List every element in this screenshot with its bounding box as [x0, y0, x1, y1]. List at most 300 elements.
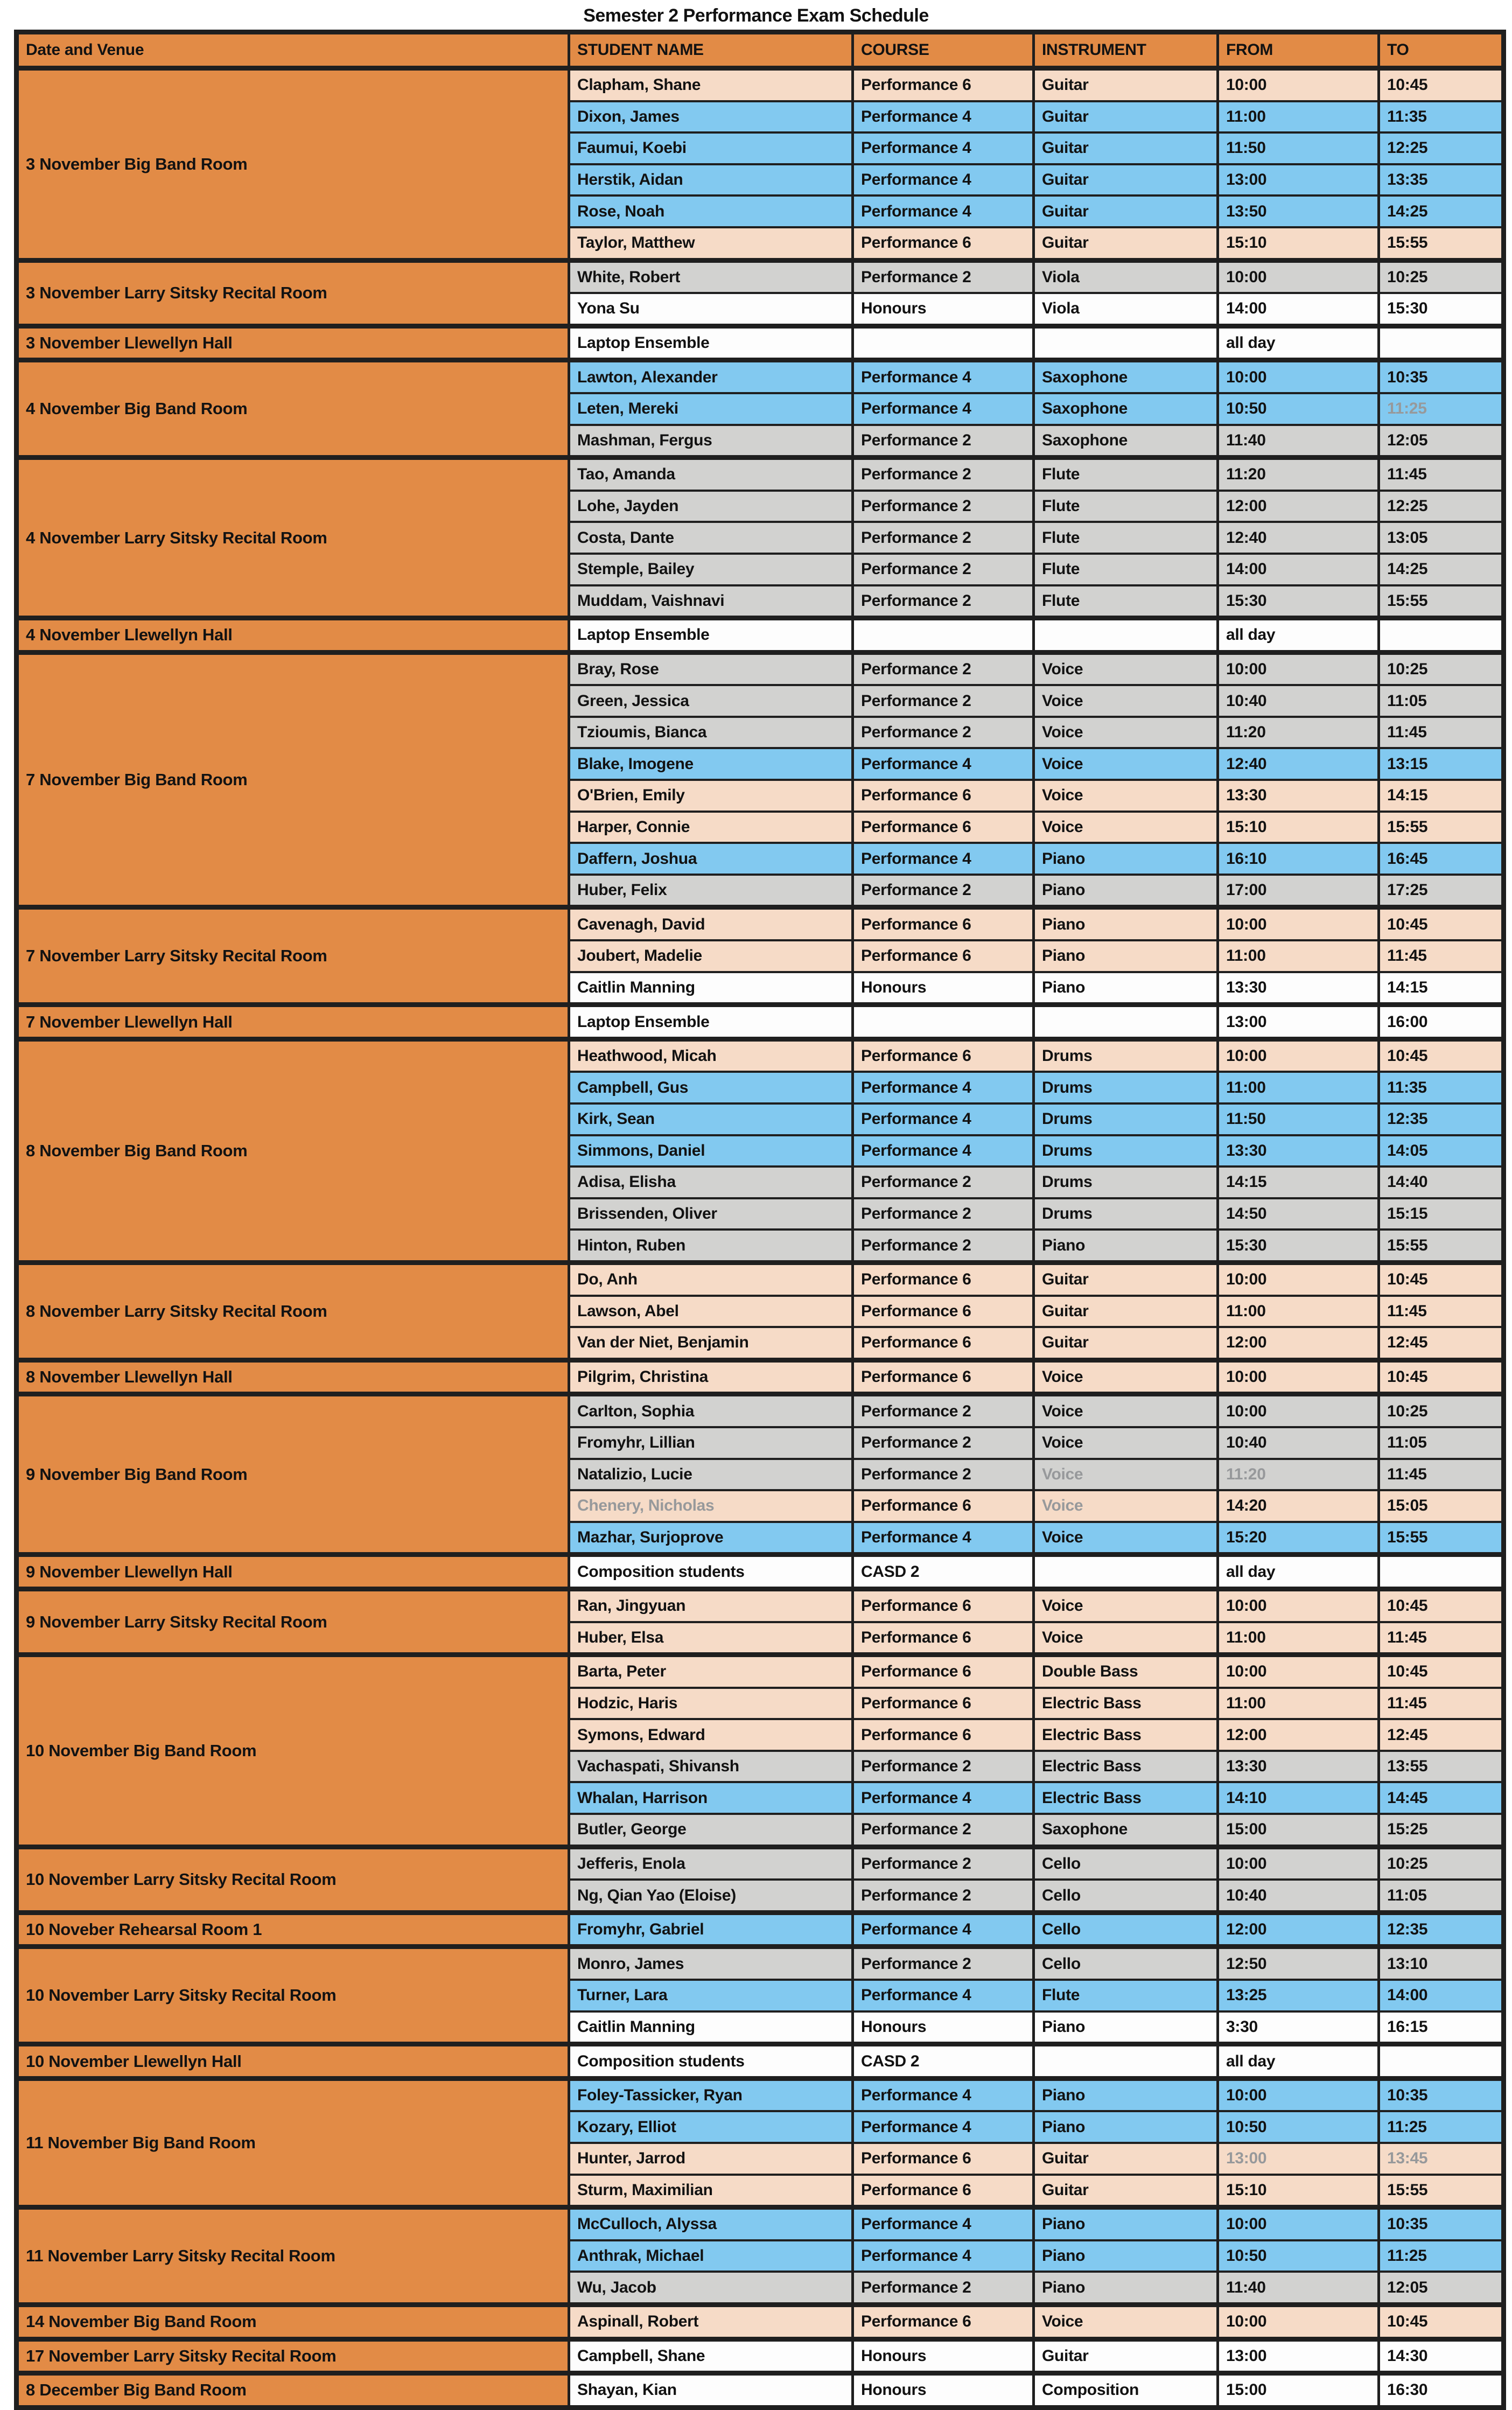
cell-to: 16:30 [1379, 2373, 1504, 2408]
cell-instrument: Piano [1034, 2011, 1218, 2044]
cell-instrument: Voice [1034, 652, 1218, 685]
cell-name: Mazhar, Surjoprove [569, 1522, 853, 1555]
cell-course: Performance 6 [853, 1688, 1034, 1720]
cell-to: 12:05 [1379, 425, 1504, 458]
cell-from: 11:40 [1218, 2272, 1379, 2304]
cell-course: Performance 2 [853, 1459, 1034, 1491]
cell-to: 15:55 [1379, 585, 1504, 618]
cell-name: Huber, Felix [569, 875, 853, 907]
cell-from: 10:50 [1218, 2240, 1379, 2272]
cell-to: 11:35 [1379, 1072, 1504, 1103]
cell-to: 12:25 [1379, 132, 1504, 164]
venue-cell: 3 November Larry Sitsky Recital Room [17, 260, 569, 326]
venue-cell: 11 November Big Band Room [17, 2078, 569, 2207]
cell-to: 14:40 [1379, 1166, 1504, 1198]
cell-from: 13:30 [1218, 1135, 1379, 1167]
cell-instrument: Saxophone [1034, 393, 1218, 425]
cell-name: Laptop Ensemble [569, 618, 853, 653]
cell-from: 12:40 [1218, 748, 1379, 780]
cell-to: 10:25 [1379, 1847, 1504, 1880]
cell-to: 12:45 [1379, 1327, 1504, 1360]
cell-instrument: Guitar [1034, 1262, 1218, 1295]
cell-name: Barta, Peter [569, 1655, 853, 1688]
venue-cell: 10 November Larry Sitsky Recital Room [17, 1947, 569, 2044]
cell-instrument: Flute [1034, 585, 1218, 618]
cell-name: Chenery, Nicholas [569, 1490, 853, 1522]
cell-from: 15:20 [1218, 1522, 1379, 1555]
cell-name: Joubert, Madelie [569, 940, 853, 972]
cell-name: Lawson, Abel [569, 1296, 853, 1328]
cell-instrument: Guitar [1034, 68, 1218, 101]
cell-from: 11:40 [1218, 425, 1379, 458]
cell-instrument: Cello [1034, 1947, 1218, 1980]
cell-name: Vachaspati, Shivansh [569, 1751, 853, 1783]
cell-from: 10:00 [1218, 1360, 1379, 1394]
cell-name: Faumui, Koebi [569, 132, 853, 164]
cell-from: 10:00 [1218, 260, 1379, 293]
cell-course: Performance 6 [853, 907, 1034, 940]
cell-instrument: Flute [1034, 491, 1218, 522]
cell-name: Adisa, Elisha [569, 1166, 853, 1198]
schedule-row [17, 326, 1504, 360]
cell-to: 14:30 [1379, 2339, 1504, 2373]
cell-course: Performance 6 [853, 2175, 1034, 2208]
cell-course: Performance 6 [853, 780, 1034, 812]
cell-instrument: Electric Bass [1034, 1751, 1218, 1783]
cell-course: Performance 2 [853, 717, 1034, 749]
cell-to: 10:45 [1379, 1360, 1504, 1394]
cell-course: Honours [853, 2011, 1034, 2044]
cell-instrument: Piano [1034, 907, 1218, 940]
cell-name: Herstik, Aidan [569, 164, 853, 196]
cell-from: 10:00 [1218, 1847, 1379, 1880]
cell-to: 10:35 [1379, 2208, 1504, 2240]
cell-from: 12:40 [1218, 522, 1379, 554]
cell-to: 16:45 [1379, 843, 1504, 875]
cell-from: 10:00 [1218, 1394, 1379, 1427]
venue-cell: 10 November Larry Sitsky Recital Room [17, 1847, 569, 1912]
cell-from: 10:00 [1218, 1039, 1379, 1072]
cell-instrument: Drums [1034, 1072, 1218, 1103]
cell-to: 11:05 [1379, 685, 1504, 717]
cell-name: Green, Jessica [569, 685, 853, 717]
cell-instrument: Guitar [1034, 2175, 1218, 2208]
cell-instrument: Guitar [1034, 227, 1218, 260]
cell-from: 10:00 [1218, 2078, 1379, 2111]
cell-instrument [1034, 2044, 1218, 2079]
venue-cell: 3 November Big Band Room [17, 68, 569, 261]
exam-schedule-table [14, 30, 1506, 2410]
cell-to: 14:25 [1379, 195, 1504, 227]
cell-to: 15:05 [1379, 1490, 1504, 1522]
cell-instrument: Voice [1034, 1522, 1218, 1555]
cell-name: Laptop Ensemble [569, 1005, 853, 1039]
cell-from: 10:00 [1218, 360, 1379, 393]
cell-from: 10:00 [1218, 2208, 1379, 2240]
cell-to [1379, 2044, 1504, 2079]
cell-instrument: Cello [1034, 1912, 1218, 1947]
cell-from: 10:40 [1218, 1880, 1379, 1912]
cell-from: 14:20 [1218, 1490, 1379, 1522]
cell-course: Performance 4 [853, 2208, 1034, 2240]
cell-instrument: Flute [1034, 458, 1218, 491]
cell-name: Rose, Noah [569, 195, 853, 227]
cell-to: 10:45 [1379, 907, 1504, 940]
cell-from: 10:00 [1218, 1589, 1379, 1622]
cell-name: Composition students [569, 2044, 853, 2079]
cell-to: 11:45 [1379, 1688, 1504, 1720]
cell-to [1379, 1555, 1504, 1589]
venue-cell: 4 November Larry Sitsky Recital Room [17, 458, 569, 618]
cell-course: Performance 6 [853, 68, 1034, 101]
cell-name: Harper, Connie [569, 812, 853, 843]
cell-to: 10:45 [1379, 1655, 1504, 1688]
cell-from: 13:00 [1218, 2143, 1379, 2175]
cell-instrument: Voice [1034, 748, 1218, 780]
cell-from: 15:10 [1218, 2175, 1379, 2208]
venue-cell: 7 November Big Band Room [17, 652, 569, 907]
cell-name: Natalizio, Lucie [569, 1459, 853, 1491]
header-instrument: INSTRUMENT [1034, 32, 1218, 68]
schedule-row [17, 652, 1504, 685]
cell-name: Kirk, Sean [569, 1103, 853, 1135]
cell-instrument: Flute [1034, 1980, 1218, 2011]
cell-course: CASD 2 [853, 2044, 1034, 2079]
cell-instrument: Electric Bass [1034, 1719, 1218, 1751]
cell-instrument: Voice [1034, 1360, 1218, 1394]
cell-from: 15:30 [1218, 1230, 1379, 1262]
schedule-row [17, 1947, 1504, 1980]
schedule-row [17, 1847, 1504, 1880]
cell-course: Performance 6 [853, 940, 1034, 972]
cell-to: 13:55 [1379, 1751, 1504, 1783]
cell-from: 13:00 [1218, 2339, 1379, 2373]
cell-to: 11:45 [1379, 1622, 1504, 1655]
cell-course: Performance 4 [853, 1980, 1034, 2011]
cell-to: 11:45 [1379, 940, 1504, 972]
cell-from: 12:00 [1218, 1912, 1379, 1947]
cell-course: Performance 2 [853, 875, 1034, 907]
cell-instrument: Voice [1034, 685, 1218, 717]
cell-course: Performance 6 [853, 812, 1034, 843]
cell-to: 11:25 [1379, 2240, 1504, 2272]
cell-course: Performance 6 [853, 1655, 1034, 1688]
cell-to: 15:55 [1379, 812, 1504, 843]
cell-instrument: Composition [1034, 2373, 1218, 2408]
cell-name: Butler, George [569, 1814, 853, 1847]
cell-instrument: Piano [1034, 2208, 1218, 2240]
venue-cell: 9 November Big Band Room [17, 1394, 569, 1555]
cell-to: 11:45 [1379, 458, 1504, 491]
cell-name: Campbell, Gus [569, 1072, 853, 1103]
cell-course: Performance 4 [853, 195, 1034, 227]
cell-course: Performance 4 [853, 1072, 1034, 1103]
cell-course: Performance 4 [853, 2240, 1034, 2272]
cell-instrument: Piano [1034, 2078, 1218, 2111]
cell-instrument: Guitar [1034, 195, 1218, 227]
cell-instrument: Piano [1034, 1230, 1218, 1262]
venue-cell: 17 November Larry Sitsky Recital Room [17, 2339, 569, 2373]
cell-from: 10:40 [1218, 685, 1379, 717]
cell-instrument: Guitar [1034, 132, 1218, 164]
page-title: Semester 2 Performance Exam Schedule [583, 5, 929, 26]
schedule-row [17, 360, 1504, 393]
cell-name: Leten, Mereki [569, 393, 853, 425]
schedule-row [17, 618, 1504, 653]
cell-to: 12:35 [1379, 1912, 1504, 1947]
cell-course: Performance 2 [853, 425, 1034, 458]
cell-from: 11:20 [1218, 1459, 1379, 1491]
schedule-row [17, 2044, 1504, 2079]
cell-course: Performance 2 [853, 652, 1034, 685]
cell-course: Performance 2 [853, 1427, 1034, 1459]
cell-instrument: Viola [1034, 260, 1218, 293]
cell-instrument: Cello [1034, 1847, 1218, 1880]
cell-from: 11:00 [1218, 1072, 1379, 1103]
cell-instrument: Flute [1034, 522, 1218, 554]
header-course: COURSE [853, 32, 1034, 68]
cell-to: 15:55 [1379, 1522, 1504, 1555]
cell-instrument: Voice [1034, 812, 1218, 843]
cell-from: 15:10 [1218, 812, 1379, 843]
cell-course: Performance 6 [853, 1039, 1034, 1072]
cell-name: Caitlin Manning [569, 2011, 853, 2044]
cell-name: Sturm, Maximilian [569, 2175, 853, 2208]
schedule-row [17, 1912, 1504, 1947]
cell-name: Simmons, Daniel [569, 1135, 853, 1167]
cell-course: Performance 6 [853, 1262, 1034, 1295]
cell-from: all day [1218, 326, 1379, 360]
cell-name: Whalan, Harrison [569, 1782, 853, 1814]
cell-from: 14:15 [1218, 1166, 1379, 1198]
cell-course: Performance 6 [853, 227, 1034, 260]
cell-to: 16:00 [1379, 1005, 1504, 1039]
cell-from: 11:00 [1218, 1622, 1379, 1655]
cell-course: Performance 4 [853, 164, 1034, 196]
cell-name: Campbell, Shane [569, 2339, 853, 2373]
cell-name: Carlton, Sophia [569, 1394, 853, 1427]
cell-from: 10:00 [1218, 68, 1379, 101]
cell-from: 10:00 [1218, 2304, 1379, 2339]
cell-to: 15:55 [1379, 227, 1504, 260]
cell-from: 14:50 [1218, 1198, 1379, 1230]
cell-instrument: Drums [1034, 1198, 1218, 1230]
cell-instrument: Electric Bass [1034, 1688, 1218, 1720]
cell-from: 14:00 [1218, 554, 1379, 585]
venue-cell: 7 November Larry Sitsky Recital Room [17, 907, 569, 1005]
cell-instrument: Saxophone [1034, 360, 1218, 393]
cell-course: Honours [853, 293, 1034, 326]
cell-name: Stemple, Bailey [569, 554, 853, 585]
cell-from: all day [1218, 2044, 1379, 2079]
cell-to: 10:45 [1379, 1039, 1504, 1072]
cell-to: 11:05 [1379, 1427, 1504, 1459]
cell-instrument: Piano [1034, 940, 1218, 972]
cell-from: 15:30 [1218, 585, 1379, 618]
cell-name: Hunter, Jarrod [569, 2143, 853, 2175]
cell-name: Huber, Elsa [569, 1622, 853, 1655]
cell-from: all day [1218, 618, 1379, 653]
cell-instrument: Drums [1034, 1103, 1218, 1135]
cell-from: 10:00 [1218, 1655, 1379, 1688]
cell-name: Do, Anh [569, 1262, 853, 1295]
cell-instrument: Guitar [1034, 101, 1218, 133]
cell-to: 10:25 [1379, 1394, 1504, 1427]
cell-to: 15:55 [1379, 2175, 1504, 2208]
cell-instrument: Guitar [1034, 2143, 1218, 2175]
cell-to: 14:15 [1379, 780, 1504, 812]
cell-instrument: Voice [1034, 1490, 1218, 1522]
venue-cell: 8 December Big Band Room [17, 2373, 569, 2408]
venue-cell: 10 November Llewellyn Hall [17, 2044, 569, 2079]
cell-from: 14:00 [1218, 293, 1379, 326]
cell-from: 10:00 [1218, 1262, 1379, 1295]
cell-to: 10:35 [1379, 360, 1504, 393]
cell-from: 13:00 [1218, 164, 1379, 196]
cell-from: 11:00 [1218, 101, 1379, 133]
cell-instrument: Voice [1034, 1459, 1218, 1491]
cell-instrument: Voice [1034, 1622, 1218, 1655]
venue-cell: 7 November Llewellyn Hall [17, 1005, 569, 1039]
schedule-row [17, 1039, 1504, 1072]
cell-name: Mashman, Fergus [569, 425, 853, 458]
schedule-row [17, 2078, 1504, 2111]
cell-course: Performance 2 [853, 1394, 1034, 1427]
cell-from: all day [1218, 1555, 1379, 1589]
schedule-row [17, 260, 1504, 293]
cell-course: Performance 6 [853, 1296, 1034, 1328]
venue-cell: 11 November Larry Sitsky Recital Room [17, 2208, 569, 2305]
cell-instrument [1034, 618, 1218, 653]
cell-course: Performance 4 [853, 748, 1034, 780]
cell-instrument: Drums [1034, 1039, 1218, 1072]
cell-to: 14:25 [1379, 554, 1504, 585]
cell-course: Performance 4 [853, 1522, 1034, 1555]
cell-name: Wu, Jacob [569, 2272, 853, 2304]
cell-name: Kozary, Elliot [569, 2111, 853, 2143]
cell-instrument: Guitar [1034, 164, 1218, 196]
cell-name: Turner, Lara [569, 1980, 853, 2011]
cell-from: 17:00 [1218, 875, 1379, 907]
cell-course: Performance 4 [853, 1782, 1034, 1814]
cell-instrument: Voice [1034, 1394, 1218, 1427]
cell-to [1379, 618, 1504, 653]
cell-name: Blake, Imogene [569, 748, 853, 780]
cell-name: Ran, Jingyuan [569, 1589, 853, 1622]
cell-course: Performance 2 [853, 1847, 1034, 1880]
cell-name: Shayan, Kian [569, 2373, 853, 2408]
cell-name: Lawton, Alexander [569, 360, 853, 393]
cell-name: Jefferis, Enola [569, 1847, 853, 1880]
venue-cell: 8 November Larry Sitsky Recital Room [17, 1262, 569, 1360]
cell-to: 12:05 [1379, 2272, 1504, 2304]
cell-name: Laptop Ensemble [569, 326, 853, 360]
cell-from: 10:50 [1218, 393, 1379, 425]
cell-from: 10:50 [1218, 2111, 1379, 2143]
cell-to: 11:45 [1379, 1296, 1504, 1328]
cell-instrument: Flute [1034, 554, 1218, 585]
cell-to: 11:25 [1379, 393, 1504, 425]
venue-cell: 9 November Larry Sitsky Recital Room [17, 1589, 569, 1654]
cell-name: Costa, Dante [569, 522, 853, 554]
cell-name: Muddam, Vaishnavi [569, 585, 853, 618]
cell-course: Performance 4 [853, 2111, 1034, 2143]
cell-instrument: Piano [1034, 972, 1218, 1005]
venue-cell: 10 Noveber Rehearsal Room 1 [17, 1912, 569, 1947]
cell-name: Dixon, James [569, 101, 853, 133]
cell-name: Monro, James [569, 1947, 853, 1980]
cell-from: 16:10 [1218, 843, 1379, 875]
cell-course: Performance 4 [853, 360, 1034, 393]
cell-from: 15:10 [1218, 227, 1379, 260]
cell-name: Fromyhr, Lillian [569, 1427, 853, 1459]
cell-course: Honours [853, 2339, 1034, 2373]
cell-instrument [1034, 1005, 1218, 1039]
cell-to: 16:15 [1379, 2011, 1504, 2044]
cell-course: Performance 6 [853, 1490, 1034, 1522]
cell-from: 11:20 [1218, 717, 1379, 749]
schedule-row [17, 2304, 1504, 2339]
cell-from: 12:00 [1218, 1719, 1379, 1751]
cell-instrument: Electric Bass [1034, 1782, 1218, 1814]
cell-course: Honours [853, 972, 1034, 1005]
cell-instrument: Saxophone [1034, 1814, 1218, 1847]
cell-course: Performance 2 [853, 2272, 1034, 2304]
cell-to: 10:25 [1379, 260, 1504, 293]
cell-to: 12:45 [1379, 1719, 1504, 1751]
cell-instrument: Piano [1034, 2272, 1218, 2304]
cell-name: Symons, Edward [569, 1719, 853, 1751]
cell-from: 13:30 [1218, 972, 1379, 1005]
venue-cell: 4 November Llewellyn Hall [17, 618, 569, 653]
cell-course: Performance 4 [853, 132, 1034, 164]
cell-from: 10:40 [1218, 1427, 1379, 1459]
cell-course: Performance 2 [853, 1198, 1034, 1230]
cell-to: 13:05 [1379, 522, 1504, 554]
cell-name: Caitlin Manning [569, 972, 853, 1005]
cell-instrument [1034, 1555, 1218, 1589]
cell-name: Brissenden, Oliver [569, 1198, 853, 1230]
cell-to: 11:25 [1379, 2111, 1504, 2143]
cell-course: Honours [853, 2373, 1034, 2408]
cell-instrument [1034, 326, 1218, 360]
schedule-row [17, 458, 1504, 491]
cell-from: 15:00 [1218, 1814, 1379, 1847]
cell-name: Hinton, Ruben [569, 1230, 853, 1262]
schedule-row [17, 1655, 1504, 1688]
venue-cell: 14 November Big Band Room [17, 2304, 569, 2339]
cell-name: Daffern, Joshua [569, 843, 853, 875]
cell-from: 11:50 [1218, 1103, 1379, 1135]
cell-course: Performance 4 [853, 1135, 1034, 1167]
cell-course: CASD 2 [853, 1555, 1034, 1589]
cell-from: 11:00 [1218, 1688, 1379, 1720]
schedule-row [17, 2339, 1504, 2373]
cell-course: Performance 2 [853, 1166, 1034, 1198]
venue-cell: 8 November Llewellyn Hall [17, 1360, 569, 1394]
schedule-row [17, 1394, 1504, 1427]
cell-from: 10:00 [1218, 652, 1379, 685]
cell-to: 14:05 [1379, 1135, 1504, 1167]
cell-from: 12:50 [1218, 1947, 1379, 1980]
cell-course [853, 618, 1034, 653]
schedule-row [17, 1589, 1504, 1622]
venue-cell: 10 November Big Band Room [17, 1655, 569, 1847]
venue-cell: 8 November Big Band Room [17, 1039, 569, 1262]
cell-from: 11:00 [1218, 940, 1379, 972]
cell-instrument: Piano [1034, 843, 1218, 875]
cell-name: White, Robert [569, 260, 853, 293]
